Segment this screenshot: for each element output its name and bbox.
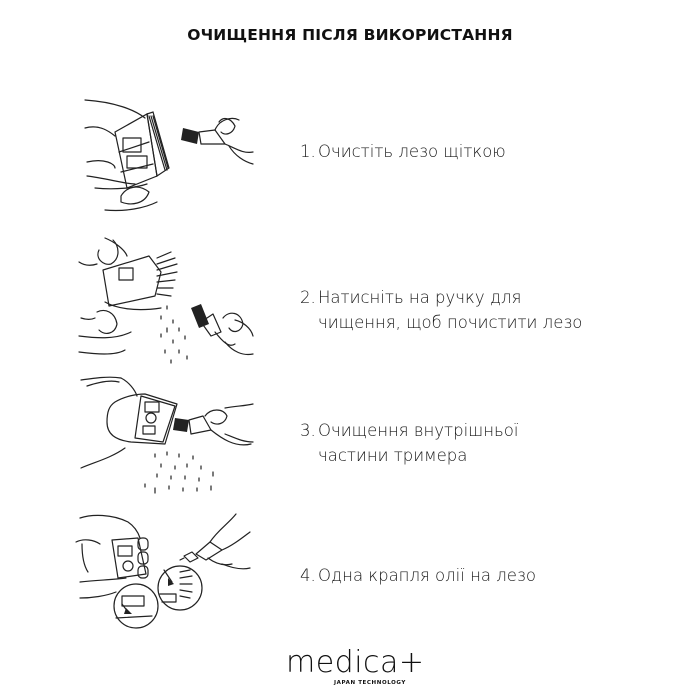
clipper-press-brush-icon (75, 232, 255, 368)
step-1 (300, 139, 506, 164)
page-title: ОЧИЩЕННЯ ПІСЛЯ ВИКОРИСТАННЯ (187, 26, 513, 44)
step-4 (300, 563, 536, 588)
step-2 (300, 285, 582, 335)
step-text: Очищення внутрішньої (318, 421, 519, 440)
step-text: Одна крапля олії на лезо (318, 566, 536, 585)
brand-logo (286, 645, 425, 686)
step-text: Очистіть лезо щіткою (318, 142, 506, 161)
step-text-continued: частини тримера (318, 446, 468, 465)
clipper-blade-brush-icon (75, 92, 255, 218)
step-number: 1. (300, 142, 316, 161)
oil-drop-blade-icon (72, 508, 252, 640)
step-3 (300, 418, 518, 468)
trimmer-inner-brush-icon (75, 372, 255, 498)
step-text-continued: чищення, щоб почистити лезо (318, 313, 583, 332)
brand-name: medica+ (286, 645, 425, 680)
brand-tagline: JAPAN TECHNOLOGY (334, 680, 406, 686)
step-number: 2. (300, 288, 316, 307)
step-number: 3. (300, 421, 316, 440)
step-text: Натисніть на ручку для (318, 288, 522, 307)
step-number: 4. (300, 566, 316, 585)
